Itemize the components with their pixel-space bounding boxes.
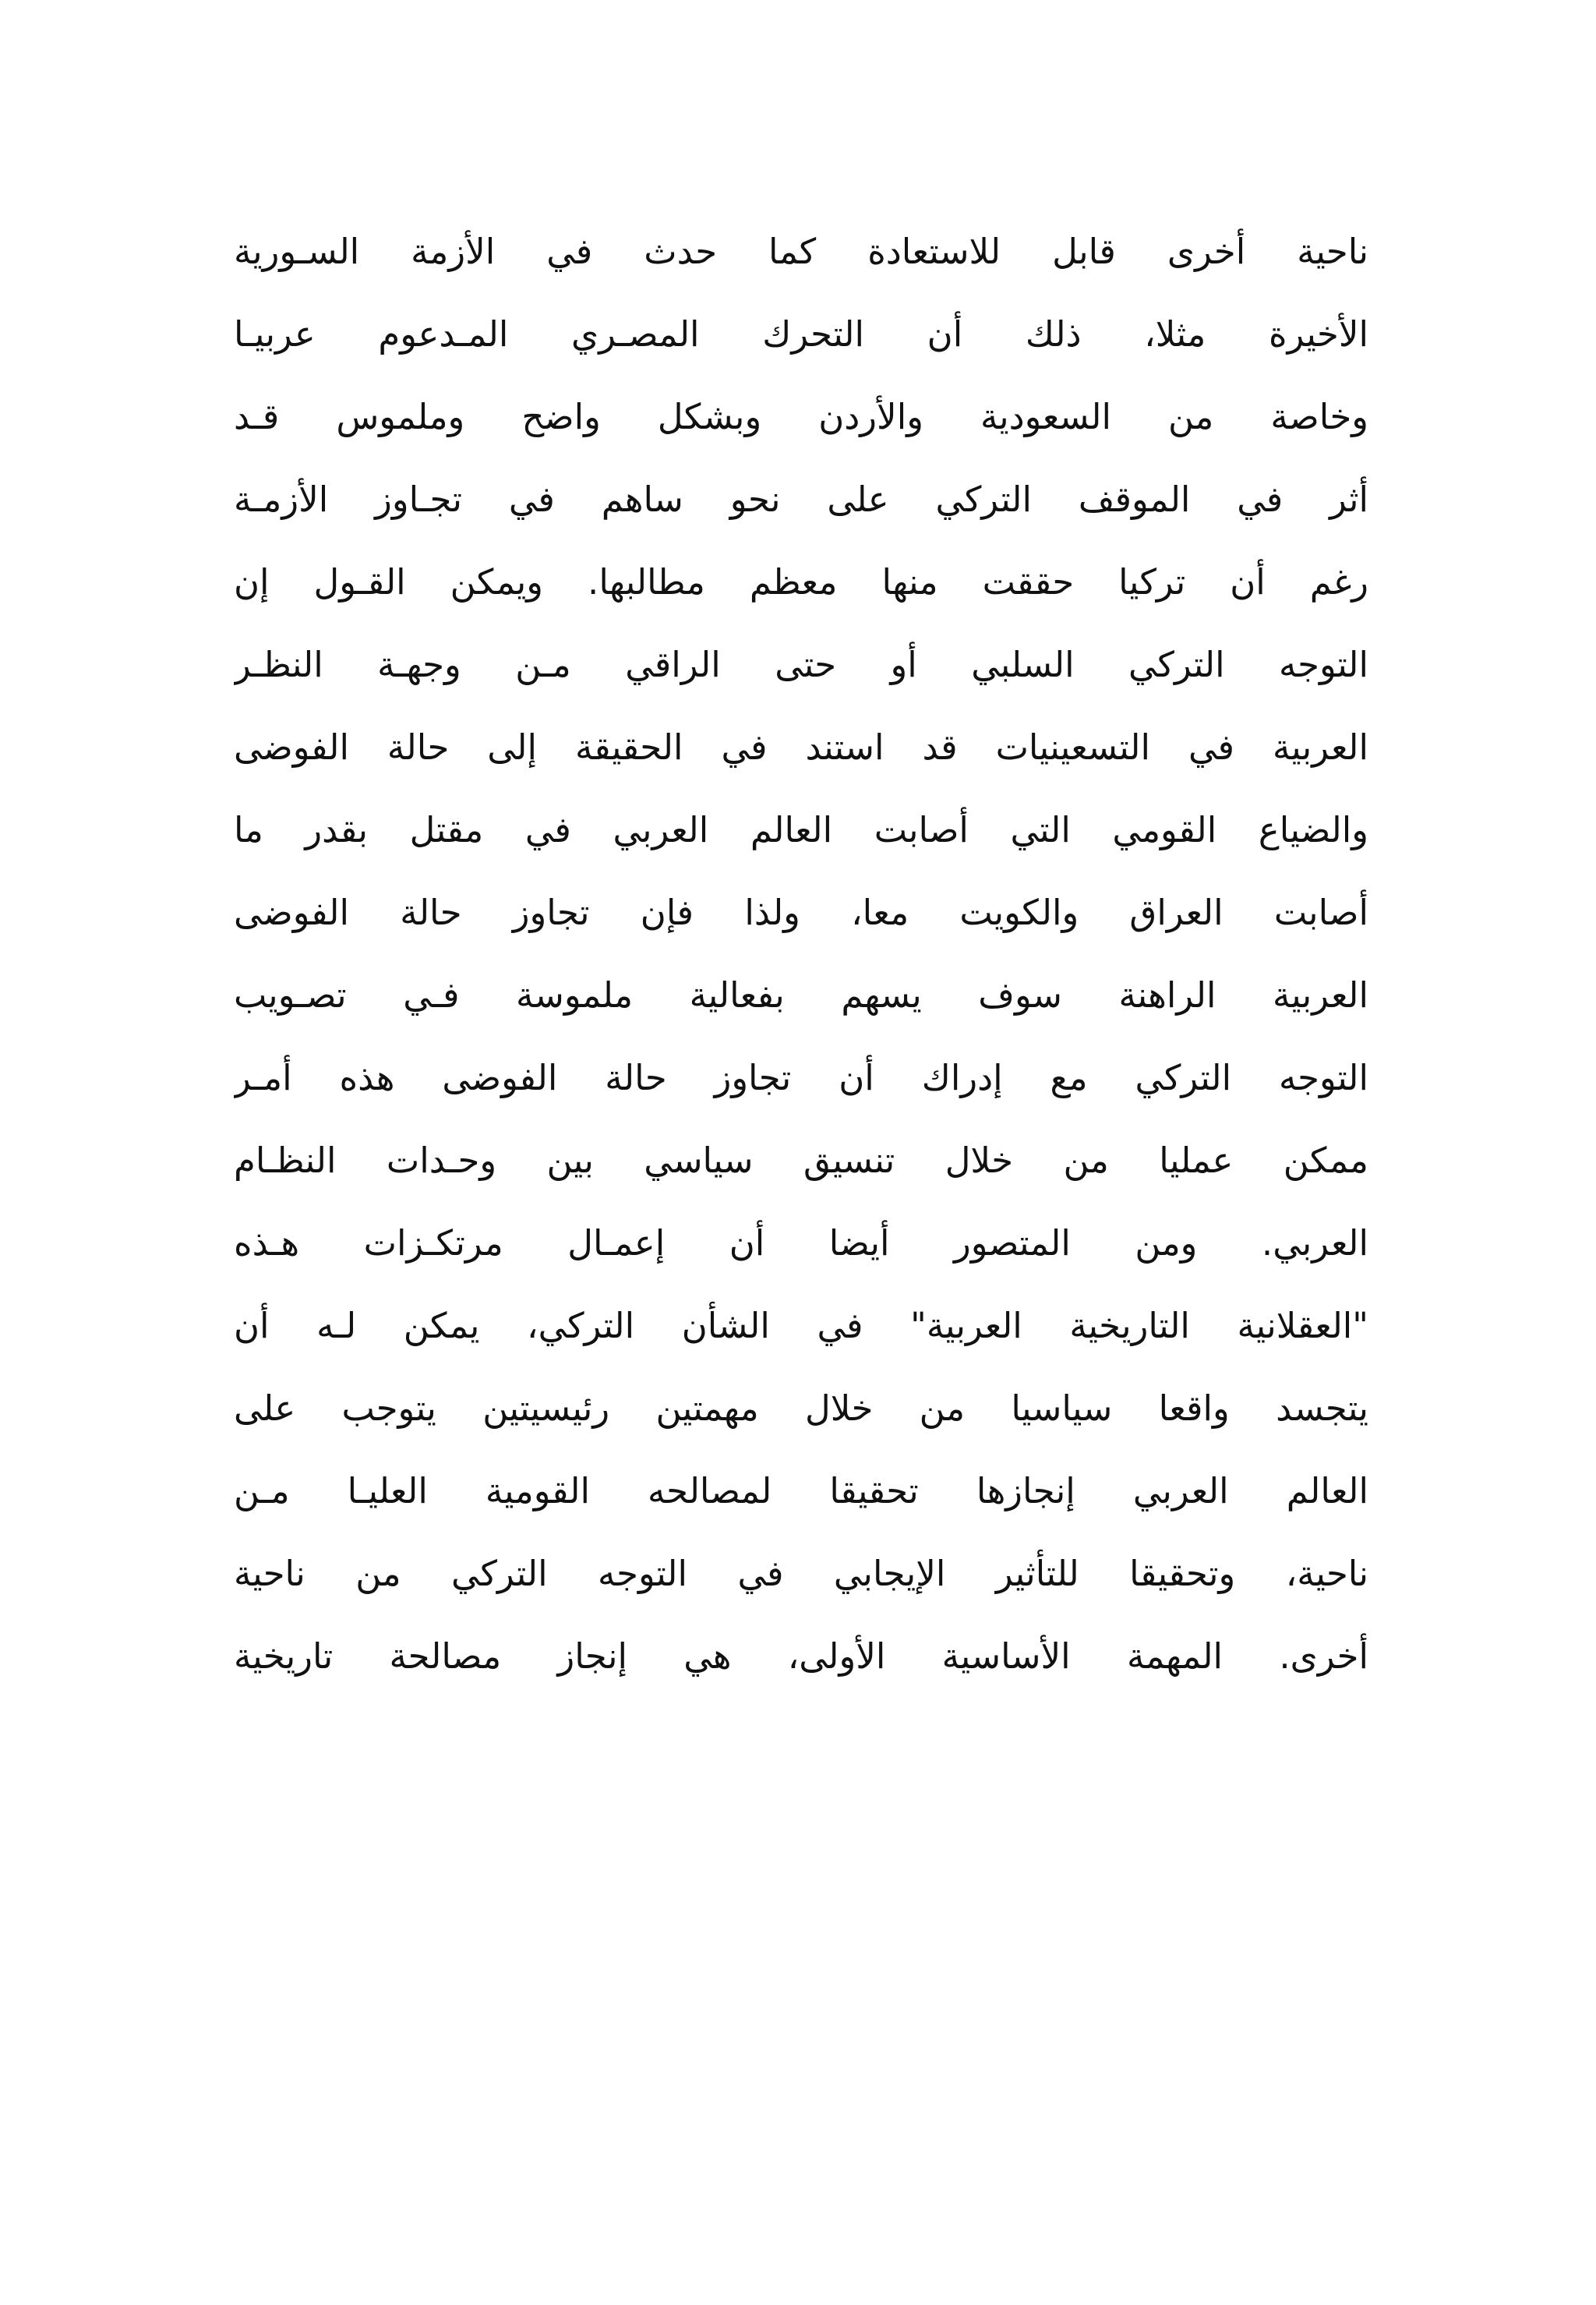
- text-line: ممكن عمليا من خلال تنسيق سياسي بين وحـدات النظـام: [234, 1140, 1368, 1181]
- text-line: والضياع القومي التي أصابت العالم العربي في مقتل بقدر ما: [234, 809, 1368, 850]
- text-line: التوجه التركي السلبي أو حتى الراقي مـن وجهـة النظـر: [234, 644, 1368, 685]
- text-line: العربي. ومن المتصور أيضا أن إعمـال مرتكـزات هـذه: [234, 1222, 1368, 1264]
- text-line: "العقلانية التاريخية العربية" في الشأن التركي، يمكن لـه أن: [234, 1305, 1368, 1346]
- text-line: الأخيرة مثلا، ذلك أن التحرك المصـري المـدعوم عربيـا: [234, 313, 1368, 355]
- text-line: أثر في الموقف التركي على نحو ساهم في تجـاوز الأزمـة: [234, 479, 1368, 520]
- body-text: [234, 210, 1368, 1698]
- text-line: العربية الراهنة سوف يسهم بفعالية ملموسة فـي تصـويب: [234, 974, 1368, 1016]
- text-line: أصابت العراق والكويت معا، ولذا فإن تجاوز حالة الفوضى: [234, 892, 1368, 933]
- text-line: ناحية أخرى قابل للاستعادة كما حدث في الأزمة السـورية: [234, 231, 1368, 272]
- text-line: وخاصة من السعودية والأردن وبشكل واضح وملموس قـد: [234, 396, 1368, 437]
- text-line: يتجسد واقعا سياسيا من خلال مهمتين رئيسيتين يتوجب على: [234, 1388, 1368, 1429]
- text-line: رغم أن تركيا حققت منها معظم مطالبها. ويمكن القـول إن: [234, 561, 1368, 603]
- text-line: أخرى. المهمة الأساسية الأولى، هي إنجاز مصالحة تاريخية: [234, 1635, 1368, 1677]
- text-line: ناحية، وتحقيقا للتأثير الإيجابي في التوجه التركي من ناحية: [234, 1553, 1368, 1594]
- text-line: التوجه التركي مع إدراك أن تجاوز حالة الفوضى هذه أمـر: [234, 1057, 1368, 1098]
- text-line: العالم العربي إنجازها تحقيقا لمصالحه القومية العليـا مـن: [234, 1470, 1368, 1511]
- text-line: العربية في التسعينيات قد استند في الحقيقة إلى حالة الفوضى: [234, 726, 1368, 768]
